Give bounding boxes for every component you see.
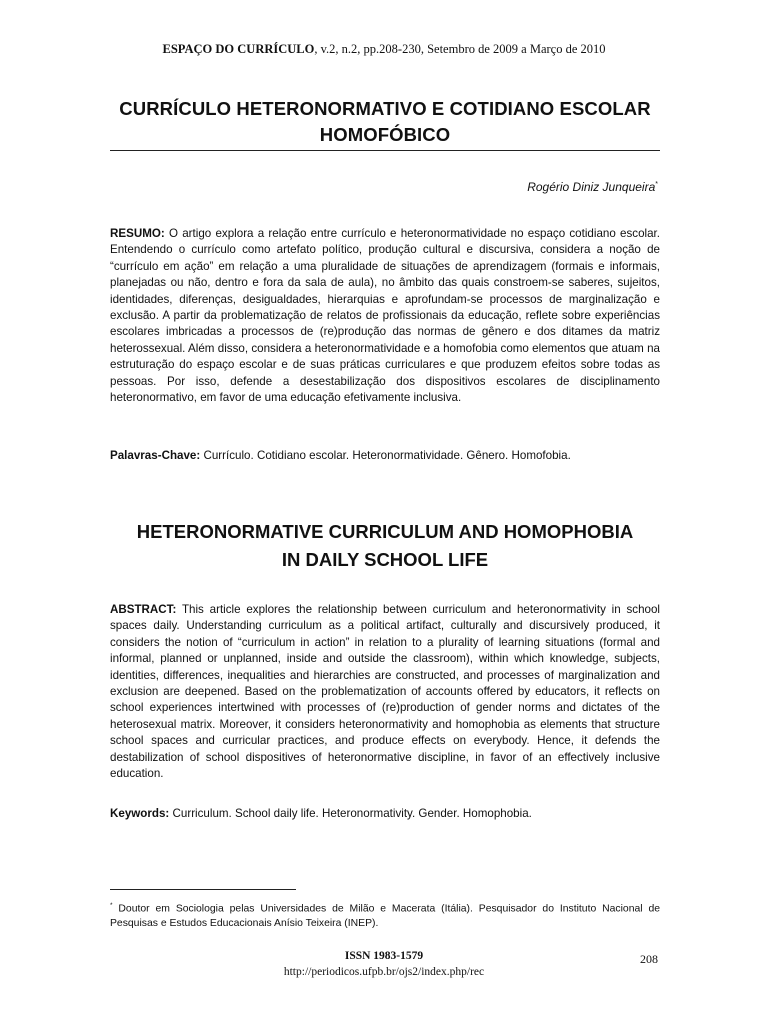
author-byline <box>527 180 658 194</box>
article-title-english <box>110 518 660 574</box>
title-en-line-2: IN DAILY SCHOOL LIFE <box>281 549 489 570</box>
title-divider <box>110 150 660 151</box>
footnote-marker: * <box>110 902 113 909</box>
palavras-chave-text: Currículo. Cotidiano escolar. Heteronormatividade. Gênero. Homofobia. <box>203 449 571 462</box>
title-en-line-1: HETERONORMATIVE CURRICULUM AND HOMOPHOBIA <box>136 521 634 542</box>
page-number: 208 <box>640 952 658 966</box>
author-footnote <box>110 898 660 931</box>
issn: ISSN 1983-1579 <box>344 950 424 962</box>
keywords-text: Curriculum. School daily life. Heteronormativity. Gender. Homophobia. <box>172 807 532 820</box>
footnote-divider <box>110 889 296 890</box>
title-pt-line-1: CURRÍCULO HETERONORMATIVO E COTIDIANO ESCOLAR <box>119 98 651 119</box>
journal-name: ESPAÇO DO CURRÍCULO <box>162 42 315 56</box>
running-header <box>0 42 768 57</box>
journal-citation: , v.2, n.2, pp.208-230, Setembro de 2009 a Março de 2010 <box>314 42 606 56</box>
resumo-label: RESUMO: <box>110 227 165 240</box>
resumo-text: O artigo explora a relação entre currículo e heteronormatividade no espaço cotidiano escolar. Entendendo o currículo como artefato político, produção cultural e discursiva, considera a noção de “currículo em ação” em relação a uma pluralidade de situações de aprendizagem (formais e informais, planejadas ou não, dentro e fora da sala de aula), no âmbito das quais constroem-se saberes, sujeitos, identidades, diferenças, desigualdades, hierarquias e aprofundam-se processos de marginalização e exclusão. A partir da problematização de relatos de profissionais da educação, reflete sobre experiências escolares imbricadas a processos de (re)produção das normas de gênero e dos ditames da matriz heterossexual. Além disso, considera a heteronormatividade e a homofobia como elementos que atuam na estruturação do espaço escolar e de suas práticas curriculares e que produzem efeitos sobre todas as pessoas. Por isso, defende a desestabilização dos dispositivos escolares de disciplinamento heteronormativo, em favor de uma educação efetivamente inclusiva. <box>110 227 660 405</box>
palavras-chave-label: Palavras-Chave: <box>110 449 201 462</box>
author-footnote-marker: * <box>655 181 658 188</box>
footnote-text: Doutor em Sociologia pelas Universidades de Milão e Macerata (Itália). Pesquisador do Instituto Nacional de Pesquisas e Estudos Educacionais Anísio Teixeira (INEP). <box>110 903 661 930</box>
abstract-label: ABSTRACT: <box>110 603 177 616</box>
abstract-paragraph <box>110 602 660 782</box>
author-name: Rogério Diniz Junqueira <box>527 180 656 194</box>
resumo-paragraph <box>110 226 660 406</box>
journal-url: http://periodicos.ufpb.br/ojs2/index.php/rec <box>283 966 485 978</box>
keywords-label: Keywords: <box>110 807 170 820</box>
abstract-text: This article explores the relationship between curriculum and heteronormativity in school spaces daily. Understanding curriculum as a political artifact, culturally and discursively produced, it considers the notion of “curriculum in action” in relation to a plurality of learning situations (formal and informal, planned or unplanned, inside and outside the classroom), within which knowledge, subjects, identities, differences, inequalities and hierarchies are constructed, and processes of marginalization and exclusion are deepened. Based on the problematization of accounts offered by educators, it reflects on school experiences intertwined with processes of (re)production of gender norms and dictates of the heterosexual matrix. Moreover, it considers heteronormativity and homophobia as elements that structure school spaces and curricular practices, and produce effects on everybody. Hence, it defends the destabilization of school dispositives of heteronormative discipline, in favor of an effectively inclusive education. <box>110 603 660 781</box>
keywords <box>110 806 660 822</box>
article-title-portuguese <box>110 96 660 148</box>
palavras-chave <box>110 448 660 464</box>
title-pt-line-2: HOMOFÓBICO <box>319 124 451 145</box>
